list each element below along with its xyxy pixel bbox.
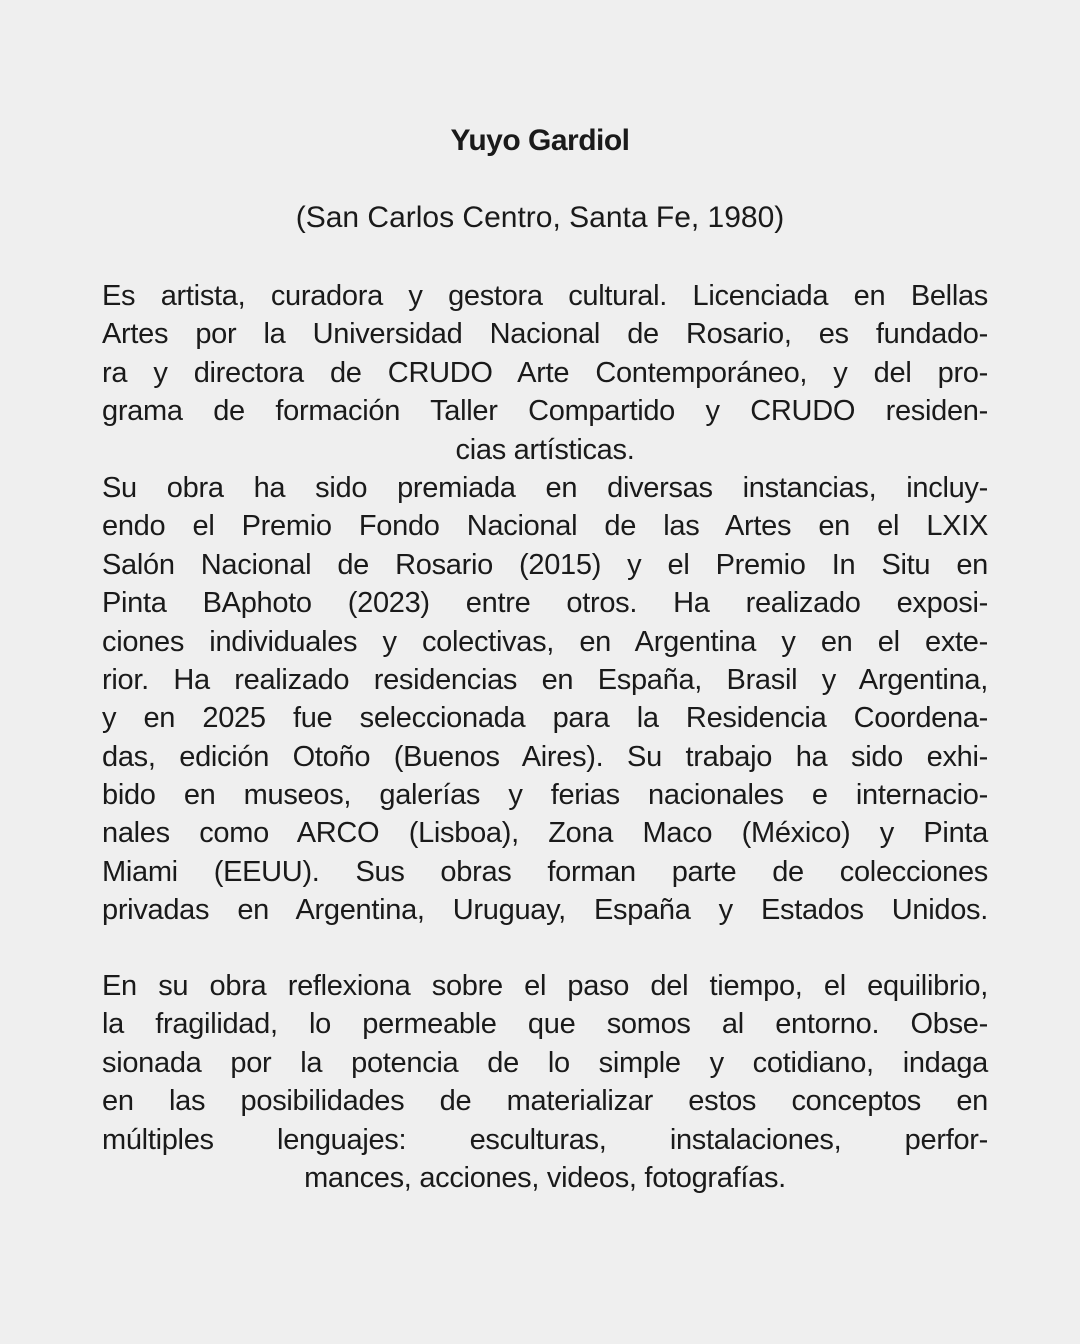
text-line: cias artísticas. (455, 433, 635, 466)
text-line: grama de formación Taller Compartido y CRUDO residen- (102, 395, 988, 428)
text-line: bido en museos, galerías y ferias nacionales e internacio- (102, 779, 988, 812)
text-line: múltiples lenguajes: esculturas, instalaciones, perfor- (102, 1123, 988, 1156)
text-line: das, edición Otoño (Buenos Aires). Su trabajo ha sido exhi- (102, 740, 988, 773)
text-line: y en 2025 fue seleccionada para la Residencia Coordena- (102, 702, 988, 735)
text-line: mances, acciones, videos, fotografías. (304, 1161, 786, 1194)
text-line: sionada por la potencia de lo simple y cotidiano, indaga (102, 1046, 988, 1079)
text-line: ciones individuales y colectivas, en Argentina y en el exte- (102, 625, 988, 658)
bio-paragraph-2 (102, 967, 988, 1197)
text-line: Salón Nacional de Rosario (2015) y el Premio In Situ en (102, 548, 988, 581)
text-line: Su obra ha sido premiada en diversas instancias, incluy- (102, 471, 988, 504)
artist-origin: (San Carlos Centro, Santa Fe, 1980) (295, 201, 785, 234)
text-line: Miami (EEUU). Sus obras forman parte de colecciones (102, 855, 988, 888)
text-line: la fragilidad, lo permeable que somos al entorno. Obse- (102, 1008, 988, 1041)
text-line: En su obra reflexiona sobre el paso del tiempo, el equilibrio, (102, 970, 988, 1002)
text-line: Pinta BAphoto (2023) entre otros. Ha realizado exposi- (102, 587, 988, 620)
text-line: ra y directora de CRUDO Arte Contemporáneo, y del pro- (102, 356, 988, 389)
text-line: endo el Premio Fondo Nacional de las Artes en el LXIX (102, 510, 988, 543)
text-line: privadas en Argentina, Uruguay, España y Estados Unidos. (102, 894, 988, 927)
text-line: Artes por la Universidad Nacional de Rosario, es fundado- (102, 318, 988, 351)
text-line: Es artista, curadora y gestora cultural. Licenciada en Bellas (102, 280, 988, 312)
text-line: rior. Ha realizado residencias en España, Brasil y Argentina, (102, 663, 988, 696)
text-line: nales como ARCO (Lisboa), Zona Maco (México) y Pinta (102, 817, 988, 850)
bio-paragraph-1 (102, 277, 988, 930)
artist-name: Yuyo Gardiol (450, 124, 630, 157)
text-line: en las posibilidades de materializar estos conceptos en (102, 1085, 988, 1118)
